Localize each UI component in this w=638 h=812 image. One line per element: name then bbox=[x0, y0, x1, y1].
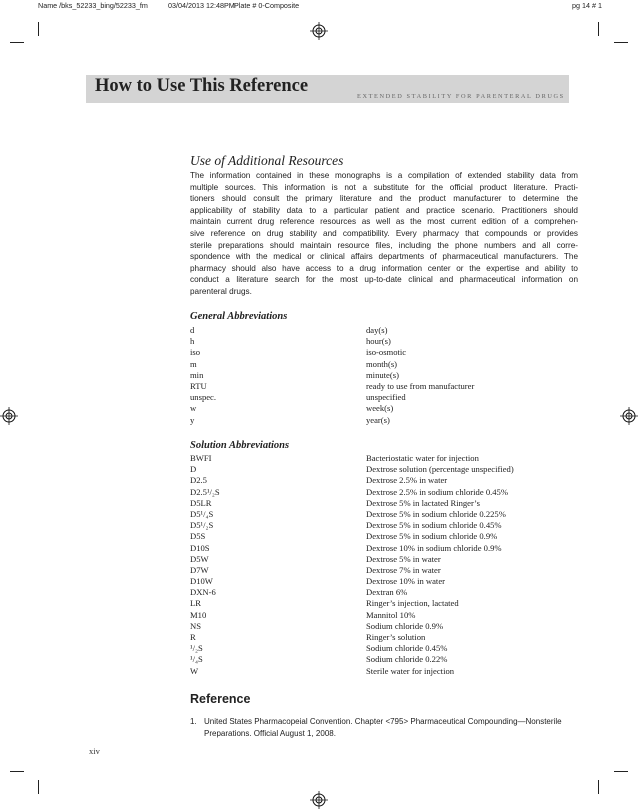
abbreviation-meaning: Dextran 6% bbox=[366, 587, 408, 598]
abbreviation: ¹/₄S bbox=[190, 654, 203, 665]
abbreviation-row bbox=[190, 487, 570, 498]
abbreviation: NS bbox=[190, 620, 201, 631]
crop-mark bbox=[614, 42, 628, 43]
abbreviation-meaning: Dextrose 2.5% in water bbox=[366, 475, 448, 486]
abbreviation-row bbox=[190, 475, 570, 486]
abbreviation-row bbox=[190, 464, 570, 475]
abbreviation: D10W bbox=[190, 576, 213, 587]
abbreviation: D2.5 bbox=[190, 475, 207, 486]
abbreviation: D5LR bbox=[190, 497, 212, 508]
abbreviation-meaning: minute(s) bbox=[366, 369, 399, 380]
abbreviation-meaning: Dextrose 10% in water bbox=[366, 576, 445, 587]
reference-text bbox=[204, 716, 580, 740]
abbreviation-row bbox=[190, 392, 570, 403]
page-number: xiv bbox=[89, 746, 100, 756]
abbreviation: D10S bbox=[190, 542, 210, 553]
abbreviation: ¹/₂S bbox=[190, 643, 203, 654]
abbreviation-meaning: Sodium chloride 0.9% bbox=[366, 620, 444, 631]
paragraph-line: sive reference on drug stability and compatibility. Every pharmacy that compounds or provides bbox=[190, 228, 578, 238]
slug-datetime: 03/04/2013 12:48PM bbox=[168, 1, 235, 10]
print-slug bbox=[0, 0, 638, 10]
reference-heading: Reference bbox=[190, 692, 251, 706]
paragraph-line: maintain current drug reference resources as well as the most current edition of a comprehen- bbox=[190, 217, 578, 227]
solution-abbreviations-heading: Solution Abbreviations bbox=[190, 440, 290, 451]
registration-mark-icon bbox=[310, 22, 328, 40]
abbreviation-meaning: Dextrose 2.5% in sodium chloride 0.45% bbox=[366, 486, 509, 497]
crop-mark bbox=[38, 22, 39, 36]
paragraph-line: sterile preparations should maintain resource files, including the phone numbers and all corre- bbox=[190, 240, 578, 250]
paragraph-line: The information contained in these monographs is a compilation of extended stability data from bbox=[190, 171, 578, 180]
abbreviation-meaning: Dextrose 5% in water bbox=[366, 553, 441, 564]
registration-mark-icon bbox=[0, 407, 18, 425]
paragraph-line: spondence with the medical or clinical affairs departments of pharmaceutical manufacturers. The bbox=[190, 252, 578, 262]
slug-plate: Plate # 0-Composite bbox=[234, 1, 300, 10]
slug-name: Name /bks_52233_bing/52233_fm bbox=[38, 1, 148, 10]
abbreviation: D5W bbox=[190, 553, 209, 564]
abbreviation: RTU bbox=[190, 380, 207, 391]
abbreviation: W bbox=[190, 665, 199, 676]
abbreviation-row bbox=[190, 654, 570, 665]
abbreviation: DXN-6 bbox=[190, 587, 216, 598]
abbreviation-meaning: week(s) bbox=[366, 403, 394, 414]
abbreviation-row bbox=[190, 598, 570, 609]
crop-mark bbox=[38, 780, 39, 794]
page-title: How to Use This Reference bbox=[95, 76, 309, 96]
abbreviation: m bbox=[190, 358, 197, 369]
abbreviation: R bbox=[190, 632, 196, 642]
abbreviation-row bbox=[190, 610, 570, 621]
abbreviation: D bbox=[190, 464, 197, 475]
abbreviation-row bbox=[190, 666, 570, 677]
abbreviation-row bbox=[190, 415, 570, 426]
abbreviation: D5S bbox=[190, 531, 206, 542]
abbreviation-meaning: hour(s) bbox=[366, 336, 391, 347]
abbreviation-row bbox=[190, 643, 570, 654]
abbreviation-meaning: Dextrose 7% in water bbox=[366, 564, 441, 575]
section-paragraph bbox=[190, 170, 578, 298]
abbreviation-meaning: ready to use from manufacturer bbox=[366, 380, 475, 391]
abbreviation-meaning: month(s) bbox=[366, 358, 398, 369]
abbreviation-meaning: Sterile water for injection bbox=[366, 665, 455, 676]
abbreviation-meaning: iso-osmotic bbox=[366, 347, 407, 358]
abbreviation-row bbox=[190, 543, 570, 554]
abbreviation: D7W bbox=[190, 564, 209, 575]
abbreviation-row bbox=[190, 554, 570, 565]
abbreviation: h bbox=[190, 336, 195, 347]
crop-mark bbox=[598, 22, 599, 36]
abbreviation-row bbox=[190, 587, 570, 598]
abbreviation-row bbox=[190, 336, 570, 347]
abbreviation: LR bbox=[190, 598, 201, 609]
abbreviation: BWFI bbox=[190, 453, 212, 463]
abbreviation-meaning: Dextrose solution (percentage unspecified) bbox=[366, 464, 514, 475]
abbreviation: d bbox=[190, 325, 195, 335]
abbreviation-row bbox=[190, 453, 570, 464]
crop-mark bbox=[10, 42, 24, 43]
abbreviation-meaning: day(s) bbox=[366, 325, 388, 335]
abbreviation: unspec. bbox=[190, 392, 217, 403]
abbreviation-meaning: Mannitol 10% bbox=[366, 609, 416, 620]
abbreviation: w bbox=[190, 403, 197, 414]
abbreviation-meaning: Dextrose 5% in sodium chloride 0.9% bbox=[366, 531, 498, 542]
registration-mark-icon bbox=[310, 791, 328, 809]
abbreviation-row bbox=[190, 531, 570, 542]
abbreviation-row bbox=[190, 576, 570, 587]
running-head: EXTENDED STABILITY FOR PARENTERAL DRUGS bbox=[357, 93, 565, 100]
abbreviation: D5¹/₄S bbox=[190, 508, 214, 519]
abbreviation-row bbox=[190, 359, 570, 370]
crop-mark bbox=[10, 771, 24, 772]
abbreviation: M10 bbox=[190, 609, 207, 620]
abbreviation-row bbox=[190, 520, 570, 531]
abbreviation: min bbox=[190, 369, 204, 380]
abbreviation-meaning: Dextrose 5% in lactated Ringer’s bbox=[366, 497, 480, 508]
abbreviation-row bbox=[190, 509, 570, 520]
abbreviation-row bbox=[190, 632, 570, 643]
solution-abbreviations-table bbox=[190, 453, 570, 677]
abbreviation-meaning: Dextrose 5% in sodium chloride 0.45% bbox=[366, 520, 502, 531]
abbreviation-meaning: Sodium chloride 0.22% bbox=[366, 654, 448, 665]
abbreviation-row bbox=[190, 621, 570, 632]
abbreviation-row bbox=[190, 370, 570, 381]
abbreviation: iso bbox=[190, 347, 201, 358]
abbreviation-row bbox=[190, 347, 570, 358]
abbreviation-meaning: Ringer’s solution bbox=[366, 632, 426, 642]
abbreviation-row bbox=[190, 403, 570, 414]
abbreviation-meaning: Sodium chloride 0.45% bbox=[366, 643, 448, 654]
abbreviation: y bbox=[190, 414, 195, 425]
abbreviation-row bbox=[190, 565, 570, 576]
paragraph-line: tioners should consult the primary literature and the product manufacturer to determine the bbox=[190, 194, 578, 204]
crop-mark bbox=[598, 780, 599, 794]
paragraph-line: conduct a literature search for the most up-to-date clinical and pharmaceutical information on bbox=[190, 275, 578, 285]
abbreviation-meaning: year(s) bbox=[366, 414, 390, 425]
registration-mark-icon bbox=[620, 407, 638, 425]
paragraph-line: multiple sources. This information is not a substitute for the official product literature. Practi- bbox=[190, 182, 578, 192]
reference-number: 1. bbox=[190, 717, 197, 726]
paragraph-line: applicability of stability data to a particular patient and practice scenario. Practitioners should bbox=[190, 205, 578, 215]
abbreviation-meaning: Dextrose 5% in sodium chloride 0.225% bbox=[366, 508, 506, 519]
paragraph-line: parenteral drugs. bbox=[190, 286, 252, 296]
general-abbreviations-table bbox=[190, 325, 570, 426]
abbreviation-meaning: Ringer’s injection, lactated bbox=[366, 598, 459, 609]
abbreviation-row bbox=[190, 381, 570, 392]
general-abbreviations-heading: General Abbreviations bbox=[190, 311, 288, 322]
abbreviation-row bbox=[190, 498, 570, 509]
reference-text-line: Preparations. Official August 1, 2008. bbox=[204, 729, 336, 738]
section-title: Use of Additional Resources bbox=[190, 153, 344, 168]
abbreviation-meaning: Dextrose 10% in sodium chloride 0.9% bbox=[366, 542, 502, 553]
paragraph-line: pharmacy should also have access to a drug information center or the expertise and ability to bbox=[190, 263, 578, 273]
abbreviation-row bbox=[190, 325, 570, 336]
abbreviation-meaning: unspecified bbox=[366, 392, 406, 403]
abbreviation: D5¹/₂S bbox=[190, 520, 214, 531]
slug-page: pg 14 # 1 bbox=[572, 1, 602, 10]
crop-mark bbox=[614, 771, 628, 772]
abbreviation-meaning: Bacteriostatic water for injection bbox=[366, 453, 479, 463]
abbreviation: D2.5¹/₂S bbox=[190, 486, 220, 497]
reference-text-line: United States Pharmacopeial Convention. Chapter <795> Pharmaceutical Compounding—Nonsterile bbox=[204, 717, 562, 726]
